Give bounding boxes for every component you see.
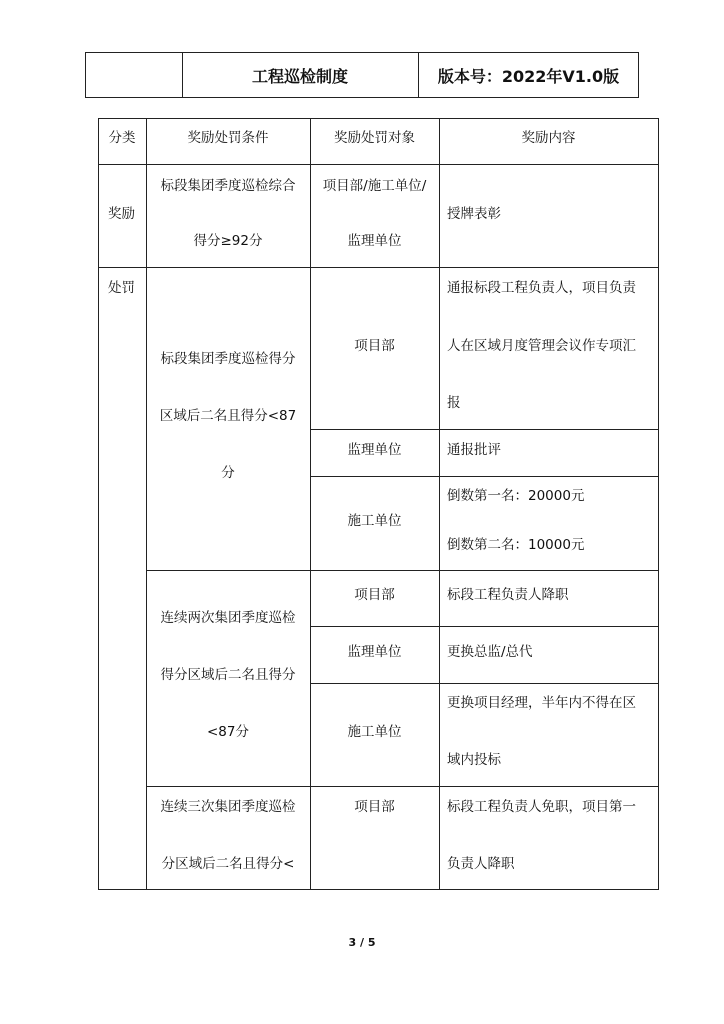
punish-content-line: 通报批评: [447, 442, 501, 458]
column-header-content: 奖励内容: [521, 130, 576, 146]
punish-condition-line: 连续三次集团季度巡检: [160, 799, 296, 815]
punish-content-line: 通报标段工程负责人，项目负责: [447, 280, 636, 296]
column-header-category: 分类: [108, 130, 136, 146]
punish-target: 项目部: [354, 587, 395, 603]
punish-content-line: 负责人降职: [447, 856, 515, 872]
reward-condition-line: 标段集团季度巡检综合: [160, 178, 296, 194]
punish-content-line: 域内投标: [447, 752, 501, 768]
punish-content-line: 标段工程负责人降职: [447, 587, 569, 603]
punish-target: 监理单位: [347, 442, 402, 458]
punish-condition-line: 连续两次集团季度巡检: [160, 610, 296, 626]
punish-content-line: 倒数第一名：20000元: [447, 488, 585, 504]
reward-condition-line: 得分≥92分: [193, 233, 263, 249]
punish-condition-line: 得分区域后二名且得分: [160, 667, 296, 683]
punish-content-line: 更换总监/总代: [447, 644, 533, 660]
reward-target-line: 监理单位: [347, 233, 402, 249]
punish-category: 处罚: [108, 280, 135, 296]
punish-content-line: 倒数第二名：10000元: [447, 537, 585, 553]
punish-condition-line: 区域后二名且得分<87: [159, 408, 297, 424]
document-title: 工程巡检制度: [182, 53, 419, 97]
punish-condition-line: <87分: [207, 724, 249, 740]
punish-content-line: 报: [447, 395, 461, 411]
version-number: 版本号：2022年V1.0版: [437, 66, 620, 86]
punish-target: 项目部: [354, 338, 395, 354]
document-header: [85, 52, 639, 98]
punish-condition-line: 标段集团季度巡检得分: [160, 351, 296, 367]
punish-content-line: 人在区域月度管理会议作专项汇: [447, 338, 636, 354]
reward-category: 奖励: [108, 206, 135, 222]
punish-content-line: 标段工程负责人免职，项目第一: [447, 799, 636, 815]
column-header-condition: 奖励处罚条件: [187, 130, 269, 146]
reward-content: 授牌表彰: [447, 206, 501, 222]
column-header-target: 奖励处罚对象: [334, 130, 415, 146]
page-number: 3 / 5: [348, 936, 376, 949]
punish-content-line: 更换项目经理，半年内不得在区: [447, 695, 636, 711]
header-logo-cell: [86, 53, 183, 97]
reward-target-line: 项目部/施工单位/: [322, 178, 427, 194]
punish-condition-line: 分区域后二名且得分<: [161, 856, 295, 872]
punish-target: 施工单位: [347, 513, 402, 529]
punish-target: 施工单位: [347, 724, 402, 740]
punish-condition-line: 分: [221, 465, 235, 481]
punish-target: 监理单位: [347, 644, 402, 660]
punish-target: 项目部: [354, 799, 395, 815]
